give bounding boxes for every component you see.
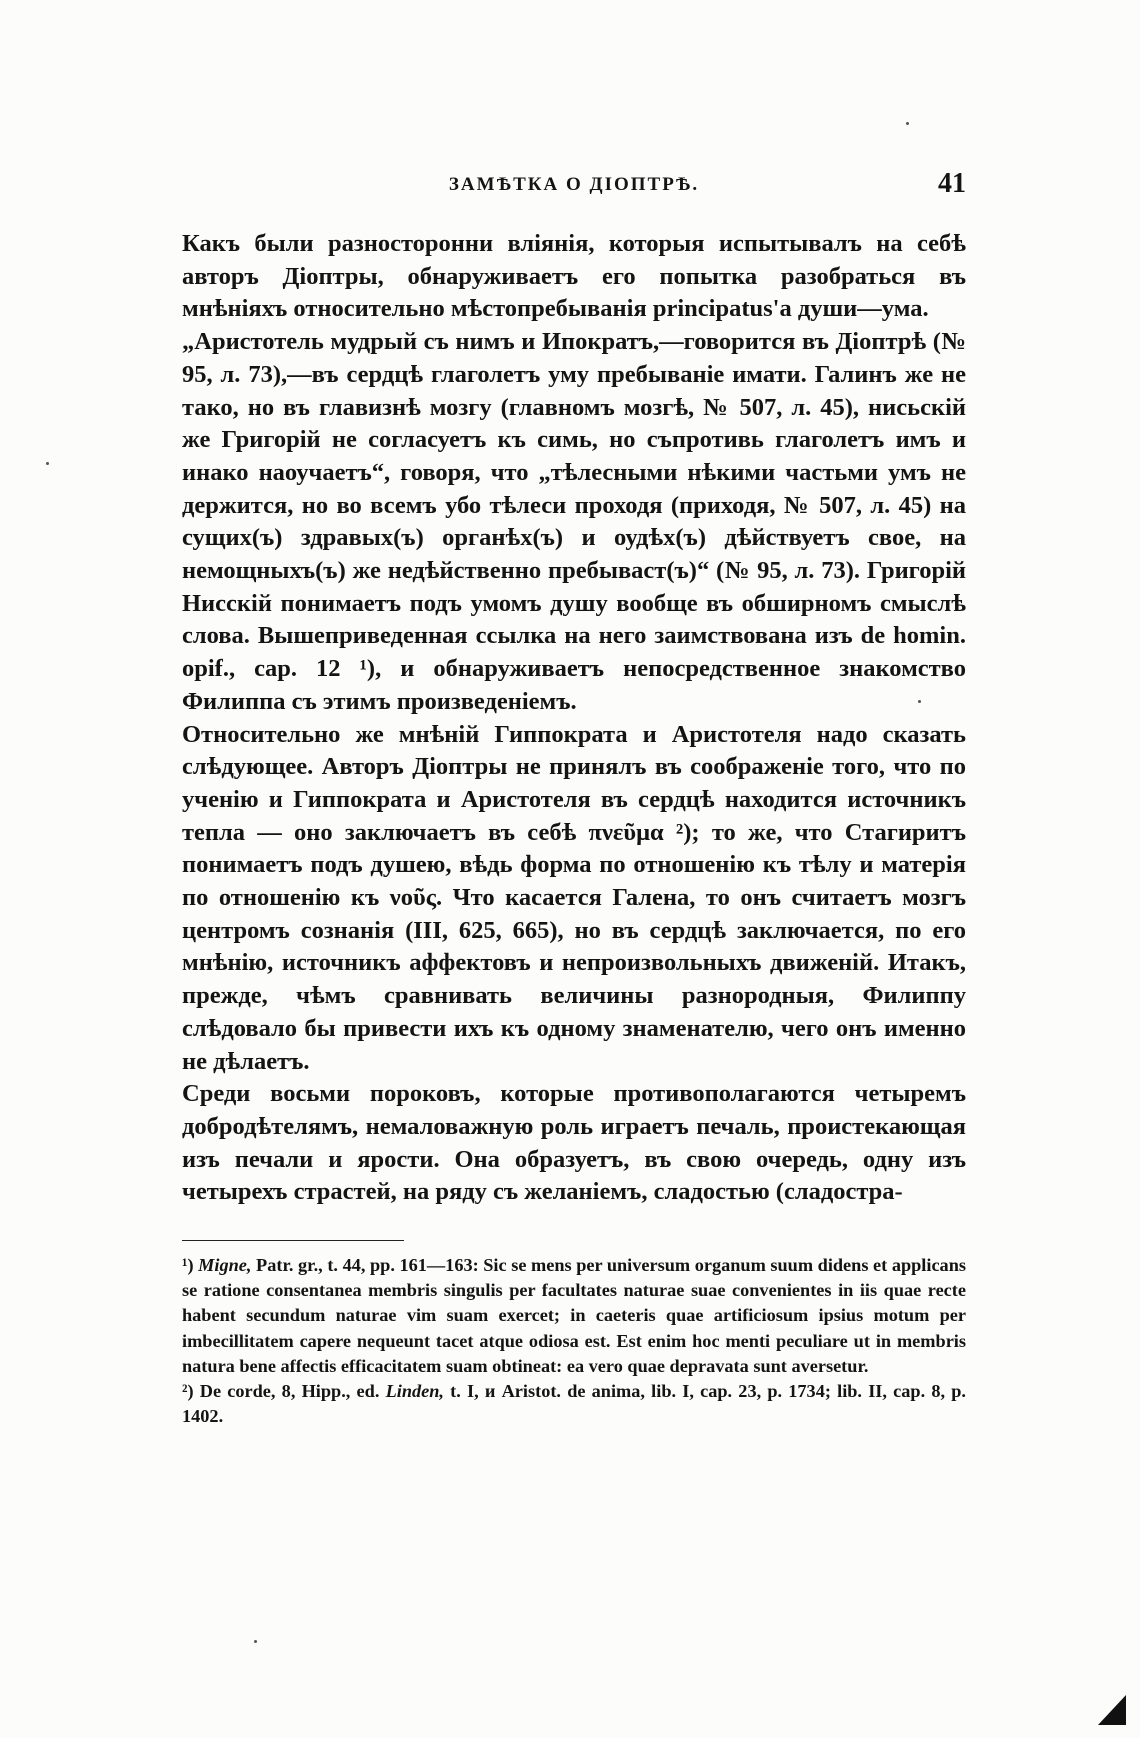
paragraph-4: Среди восьми пороковъ, которые противополагаются четыремъ добродѣтелямъ, немаловажную роль играетъ печаль, проистекающая изъ печали и ярости. Она образуетъ, въ свою очередь, одну изъ четырехъ страстей, на ряду съ желаніемъ, сладостью (сладостра- xyxy=(182,1080,966,1206)
footnote-2 xyxy=(182,1379,966,1429)
footnote-divider xyxy=(182,1240,404,1241)
footnote-2-text-after: t. I, и Aristot. de anima, lib. I, cap. 23, p. 1734; lib. II, cap. 8, p. 1402. xyxy=(182,1381,966,1427)
footnote-1 xyxy=(182,1253,966,1379)
footnote-2-mark: ²) xyxy=(182,1381,194,1402)
scan-corner-mark xyxy=(1098,1695,1126,1725)
footnote-1-mark: ¹) xyxy=(182,1255,194,1275)
scan-speck xyxy=(46,462,49,465)
footnote-2-editor: Linden, xyxy=(385,1381,444,1402)
paragraph-3: Относительно же мнѣній Гиппократа и Аристотеля надо сказать слѣдующее. Авторъ Діоптры не принялъ въ соображеніе того, что по ученію и Гиппократа и Аристотеля въ сердцѣ находится источникъ тепла — оно заключаетъ въ себѣ πνεῦμα ²); то же, что Стагиритъ понимаетъ подъ душею, вѣдь форма по отношенію къ тѣлу и матерія по отношенію къ νοῦς. Что касается Галена, то онъ считаетъ мозгъ центромъ сознанія (III, 625, 665), но въ сердцѣ заключается, по его мнѣнію, источникъ аффектовъ и непроизвольныхъ движеній. Итакъ, прежде, чѣмъ сравнивать величины разнородныя, Филиппу слѣдовало бы привести ихъ къ одному знаменателю, чего онъ именно не дѣлаетъ. xyxy=(182,720,966,1075)
paragraph-2: „Аристотель мудрый съ нимъ и Ипократъ,—говорится въ Діоптрѣ (№ 95, л. 73),—въ сердцѣ глаголетъ уму пребываніе имати. Галинъ же не тако, но въ главизнѣ мозгу (главномъ мозгѣ, № 507, л. 45), нисьскій же Григорій не согласуетъ къ симь, но съпротивь глаголетъ имъ и инако наоучаетъ“, говоря, что „тѣлесными нѣкими частьми умъ не держится, но во всемъ убо тѣлеси проходя (приходя, № 507, л. 45) на сущих(ъ) здравых(ъ) органѣх(ъ) и оудѣх(ъ) дѣйствуетъ свое, на немощныхъ(ъ) же недѣйственно пребываст(ъ)“ (№ 95, л. 73). Григорій Нисскій понимаетъ подъ умомъ душу вообще въ обширномъ смыслѣ слова. Вышеприведенная ссылка на него заимствована изъ de homin. opif., cap. 12 ¹), и обнаруживаетъ непосредственное знакомство Филиппа съ этимъ произведеніемъ. xyxy=(182,328,966,715)
page-number: 41 xyxy=(938,168,966,199)
running-title: ЗАМѢТКА О ДІОПТРѢ. xyxy=(448,174,700,195)
footnotes xyxy=(182,1253,966,1429)
footnote-2-text-before: De corde, 8, Hipp., ed. xyxy=(193,1381,386,1402)
scan-speck xyxy=(254,1640,257,1643)
page-header xyxy=(182,168,966,208)
scan-speck xyxy=(906,122,909,125)
scan-speck xyxy=(918,700,921,703)
main-text xyxy=(182,228,966,1209)
footnote-1-text: Patr. gr., t. 44, pp. 161—163: Sic se mens per universum organum suum didens et applicans se ratione consentanea membris singulis per facultates naturae suae convenientes in iis quae recte habent secundum naturae vim suam exercet; in caeteris quae artificiosum ipsius motum per imbecillitatem capere nequeunt tacet atque odiosa est. Est enim hoc menti peculiare ut in membris natura bene affectis efficacitatem suam obtineat: ea vero quae depravata sunt aversetur. xyxy=(182,1255,966,1376)
paragraph-1: Какъ были разносторонни вліянія, которыя испытывалъ на себѣ авторъ Діоптры, обнаруживаетъ его попытка разобраться въ мнѣніяхъ относительно мѣстопребыванія principatus'а души—ума. xyxy=(182,230,966,323)
footnote-1-author: Migne, xyxy=(198,1255,252,1275)
